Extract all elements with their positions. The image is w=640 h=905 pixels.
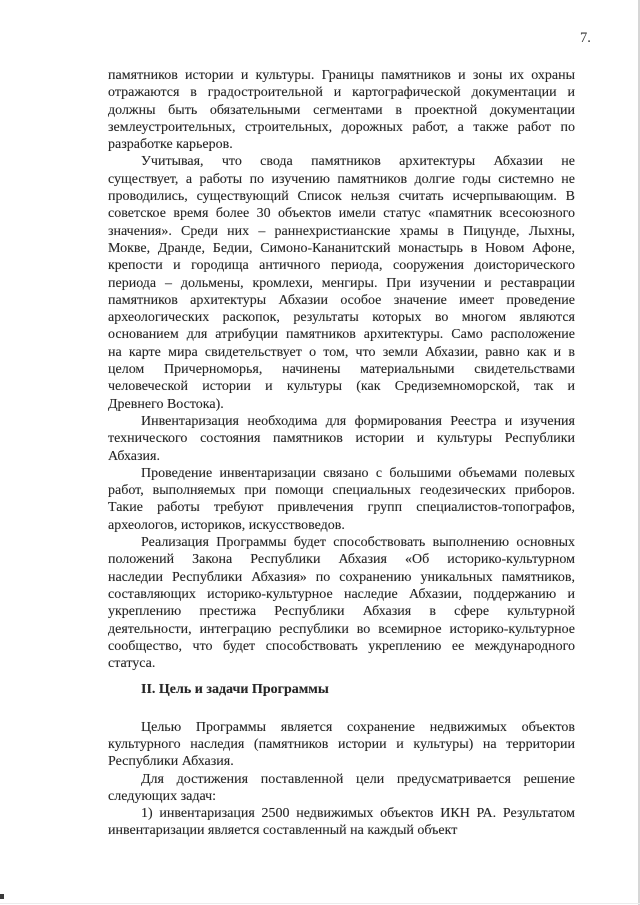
text-line: следующих задач: (108, 788, 217, 804)
section-heading (108, 681, 575, 698)
text-line: положений Закона Республики Абхазия «Об историко-культурном (108, 552, 575, 568)
scan-speck (0, 894, 4, 899)
text-line: Республики Абхазия. (108, 754, 234, 770)
paragraph (108, 153, 575, 412)
text-line: человеческой истории и культуры (как Средиземноморской, так и (108, 379, 575, 395)
text-line: деятельности, интеграцию республики во всемирное историко-культурное (108, 621, 575, 637)
text-line: Инвентаризация необходима для формирования Реестра и изучения (141, 413, 575, 429)
text-line: Для достижения поставленной цели предусматривается решение (141, 771, 575, 787)
text-line: археологов, историков, искусствоведов. (108, 517, 345, 533)
text-line: памятников архитектуры Абхазии особое значение имеет проведение (108, 292, 575, 308)
text-line: технического состояния памятников истории и культуры Республики (108, 431, 575, 447)
text-line: археологических раскопок, результаты которых во многом являются (108, 310, 575, 326)
text-line: культурного наследия (памятников истории и культуры) на территории (108, 736, 575, 752)
paragraph (108, 534, 575, 672)
text-line: статуса. (108, 656, 156, 672)
text-line: сообщество, что будет способствовать укреплению ее международного (108, 638, 575, 654)
text-line: Древнего Востока). (108, 396, 224, 412)
paragraph (108, 719, 575, 771)
text-line: отражаются в градостроительной и картографической документации и (108, 85, 575, 101)
text-line: Такие работы требуют привлечения групп специалистов-топографов, (108, 500, 575, 516)
text-line: Мокве, Дранде, Бедии, Симоно-Кананитский монастырь в Новом Афоне, (108, 240, 575, 256)
text-line: Абхазия. (108, 448, 160, 464)
text-line: 1) инвентаризация 2500 недвижимых объектов ИКН РА. Результатом (141, 806, 575, 822)
text-line: II. Цель и задачи Программы (141, 682, 329, 698)
text-line: советское время более 30 объектов имели статус «памятник всесоюзного (108, 206, 575, 222)
text-line: периода – дольмены, кромлехи, менгиры. При изучении и реставрации (108, 275, 575, 291)
paragraph (108, 413, 575, 465)
text-line: проводились, существующий Список нельзя считать исчерпывающим. В (108, 189, 575, 205)
text-line: крепости и городища античного периода, сооружения доисторического (108, 258, 575, 274)
paragraph (108, 465, 575, 534)
text-line: на карте мира свидетельствует о том, что земли Абхазии, равно как и в (108, 344, 575, 360)
text-line: основанием для атрибуции памятников архитектуры. Само расположение (108, 327, 575, 343)
text-line: Учитывая, что свода памятников архитектуры Абхазии не (141, 154, 575, 170)
text-line: значения». Среди них – раннехристианские храмы в Пицунде, Лыхны, (108, 223, 575, 239)
paragraph (108, 67, 575, 153)
scan-edge-bottom (0, 903, 640, 904)
paragraph (108, 771, 575, 806)
text-line: Реализация Программы будет способствовать выполнению основных (141, 535, 575, 551)
text-line: инвентаризации является составленный на каждый объект (108, 823, 458, 839)
text-line: Проведение инвентаризации связано с большими объемами полевых (141, 465, 575, 481)
text-line: памятников истории и культуры. Границы памятников и зоны их охраны (108, 68, 575, 83)
text-line: Целью Программы является сохранение недвижимых объектов (141, 719, 575, 735)
text-line: землеустроительных, строительных, дорожных работ, а также работ по (108, 119, 575, 135)
text-line: работ, выполняемых при помощи специальных геодезических приборов. (108, 483, 575, 499)
text-line: укреплению престижа Республики Абхазия в сфере культурной (108, 604, 575, 620)
page-number: 7. (580, 30, 591, 46)
text-line: составляющих историко-культурное наследие Абхазии, поддержанию и (108, 586, 575, 602)
text-line: разработке карьеров. (108, 137, 233, 153)
text-line: целом Причерноморья, начинены материальными свидетельствами (108, 362, 575, 378)
document-body (108, 67, 575, 840)
text-line: существует, а работы по изучению памятников долгие годы системно не (108, 171, 575, 187)
paragraph (108, 805, 575, 840)
text-line: должны быть обязательными сегментами в проектной документации (108, 102, 575, 118)
text-line: наследии Республики Абхазия» по сохранению уникальных памятников, (108, 569, 575, 585)
